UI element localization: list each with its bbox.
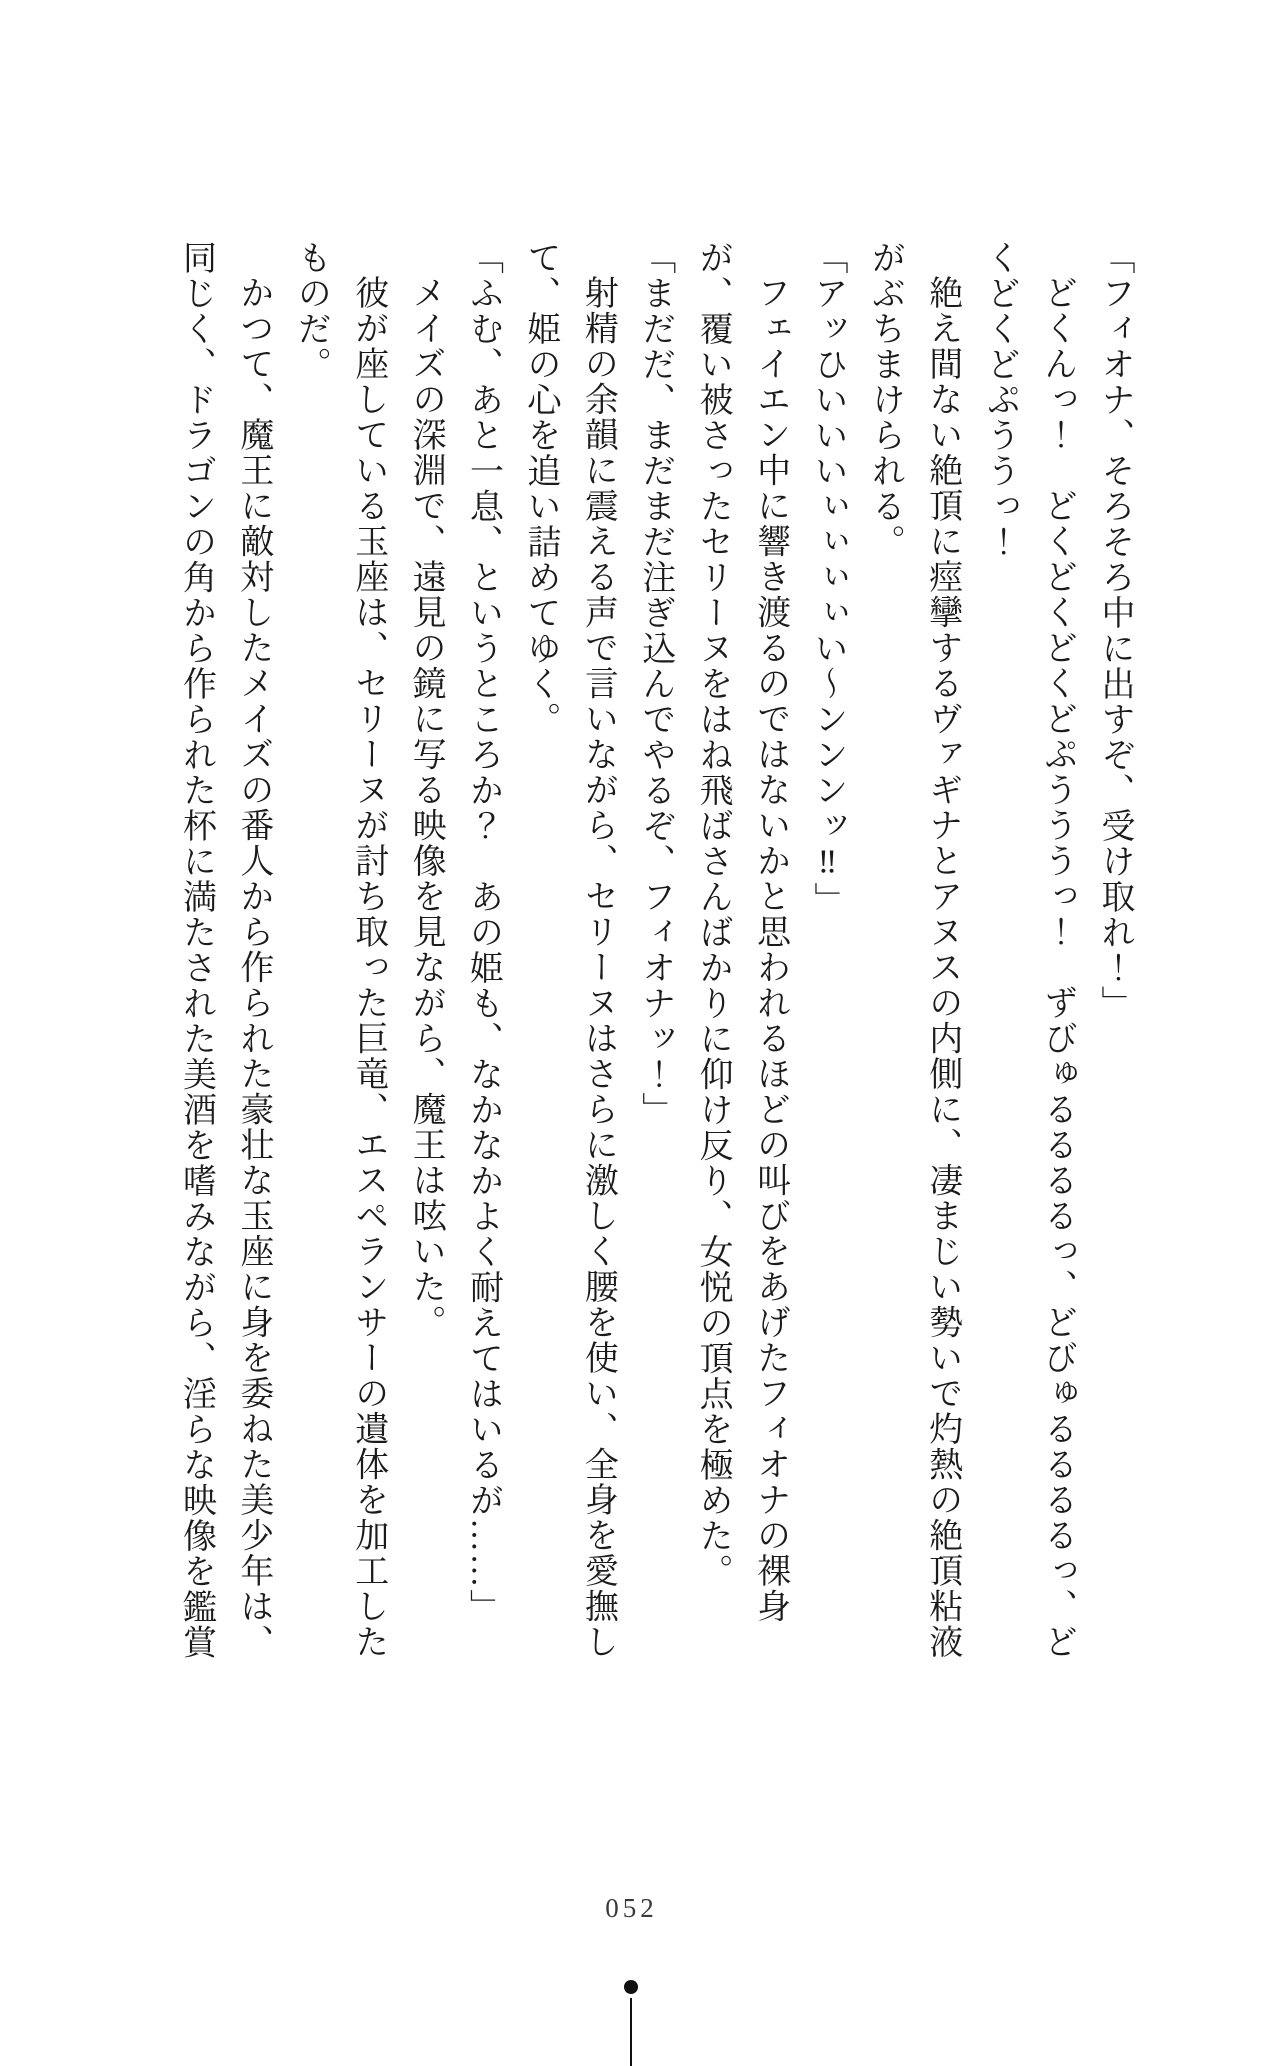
folio-line [630, 1998, 632, 2066]
paragraph: 「フィオナ、そろそろ中に出すぞ、受け取れ！」 [1096, 240, 1133, 1021]
paragraph: フェイエン中に響き渡るのではないかと思われるほどの叫びをあげたフィオナの裸身が、覆い被さったセリーヌをはね飛ばさんばかりに仰け反り、女悦の頂点を極めた。 [694, 240, 789, 1624]
paragraph: 「まだだ、まだまだ注ぎ込んでやるぞ、フィオナッ！」 [636, 240, 674, 1128]
text-block [167, 240, 1143, 1665]
paragraph: 「アッひいいいぃぃぃぃい〜ンンンッ‼」 [808, 240, 846, 918]
paragraph: かつて、魔王に敵対したメイズの番人から作られた豪壮な玉座に身を委ねた美少年は、同じく、ドラゴンの角から作られた杯に満たされた美酒を嗜みながら、淫らな映像を鑑賞 [177, 240, 272, 1660]
paragraph: 射精の余韻に震える声で言いながら、セリーヌはさらに激しく腰を使い、全身を愛撫して、姫の心を追い詰めてゆく。 [521, 240, 617, 1660]
folio-dot-icon [624, 1980, 638, 1994]
page-number: 052 [605, 1893, 658, 1923]
paragraph: どくんっ！ どくどくどくどぷうううっ！ ずびゅるるるるっ、どびゅるるるるっ、どくどくどぷううっ！ [981, 240, 1076, 1660]
paragraph: メイズの深淵で、遠見の鏡に写る映像を見ながら、魔王は呟いた。 [407, 275, 445, 1340]
paragraph: 絶え間ない絶頂に痙攣するヴァギナとアヌスの内側に、凄まじい勢いで灼熱の絶頂粘液がぶちまけられる。 [866, 240, 961, 1660]
paragraph: 彼が座している玉座は、セリーヌが討ち取った巨竜、エスペランサーの遺体を加工したものだ。 [292, 240, 387, 1660]
paragraph: 「ふむ、あと一息、というところか？ あの姫も、なかなかよく耐えてはいるが……」 [464, 240, 502, 1625]
